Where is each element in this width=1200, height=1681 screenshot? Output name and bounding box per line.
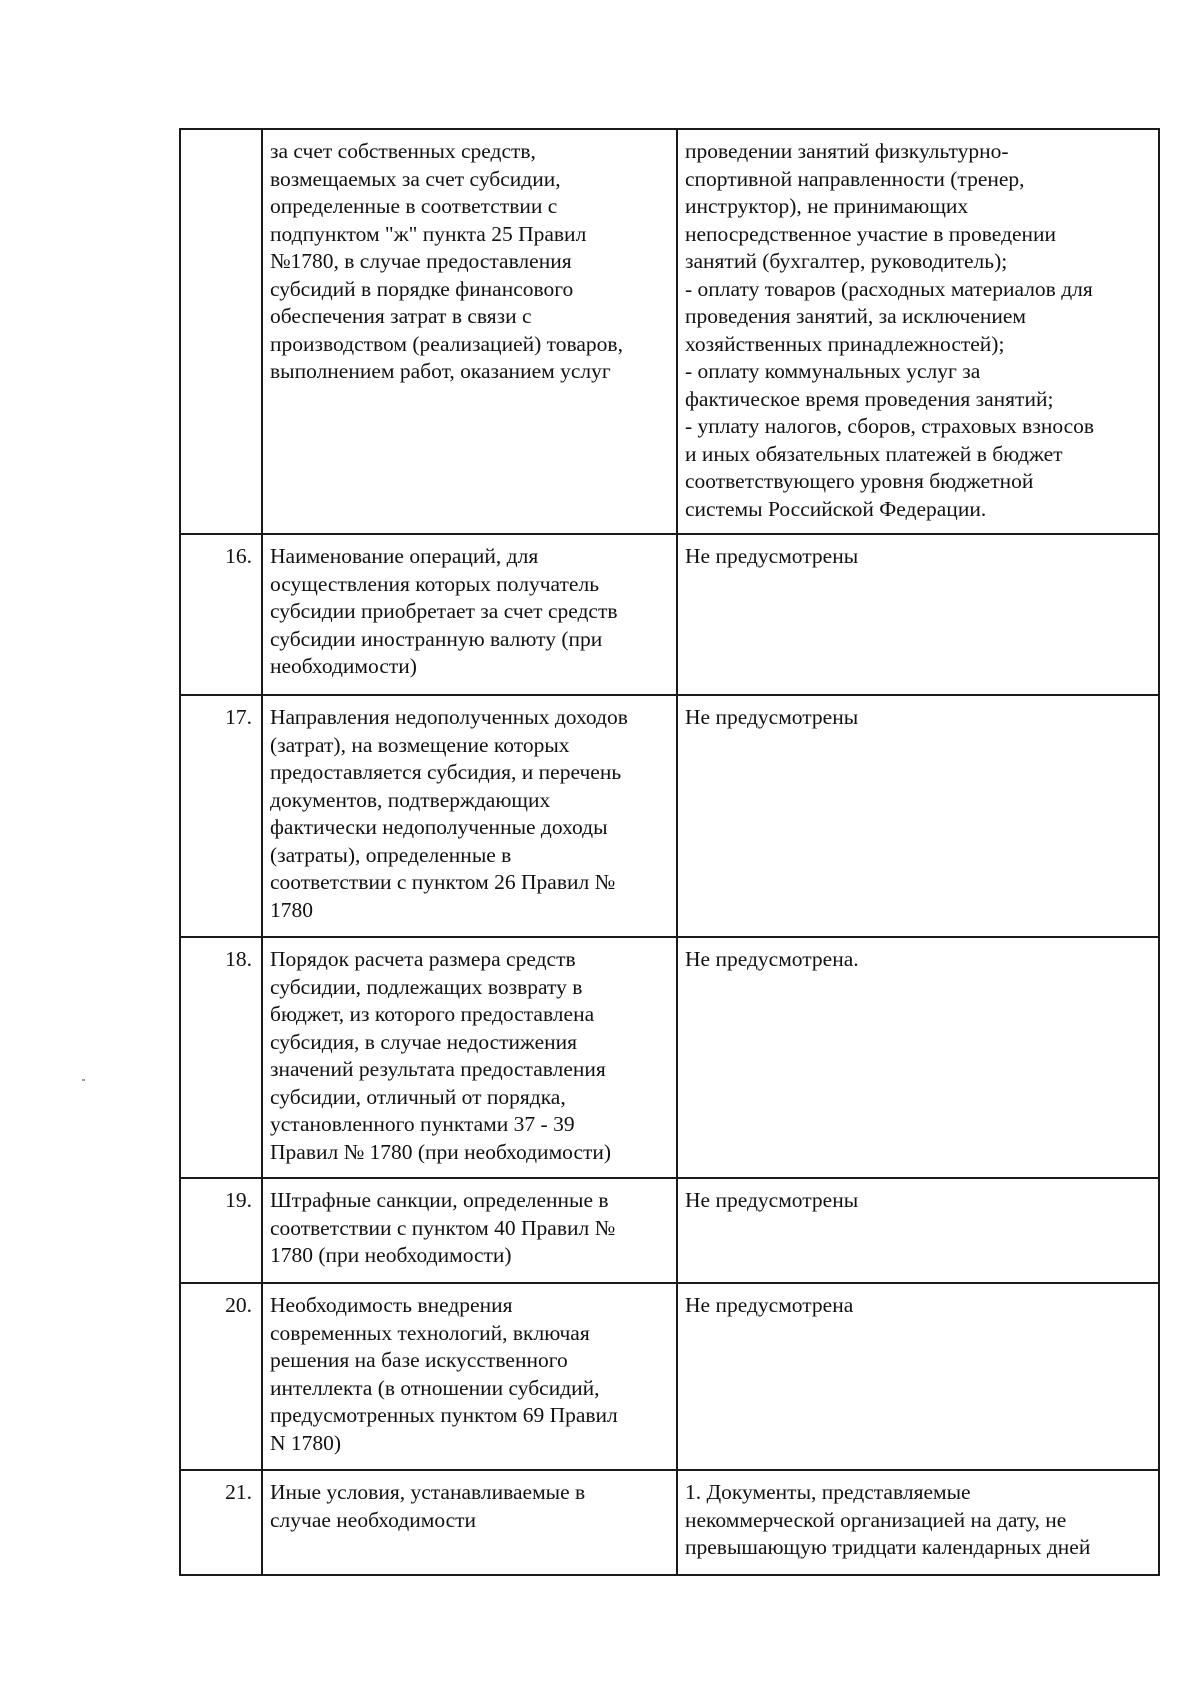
row-label: Иные условия, устанавливаемые в случае необходимости (262, 1470, 677, 1575)
table-row (180, 1178, 1159, 1283)
row-value: Не предусмотрены (677, 534, 1159, 695)
row-label: Наименование операций, для осуществления которых получатель субсидии приобретает за счет средств субсидии иностранную валюту (при необходимости) (262, 534, 677, 695)
row-value: Не предусмотрены (677, 1178, 1159, 1283)
row-value: проведении занятий физкультурно- спортивной направленности (тренер, инструктор), не принимающих непосредственное участие в проведении занятий (бухгалтер, руководитель); - оплату товаров (расходных материалов для проведения занятий, за исключением хозяйственных принадлежностей); - оплату коммунальных услуг за фактическое время проведения занятий; - уплату налогов, сборов, страховых взносов и иных обязательных платежей в бюджет соответствующего уровня бюджетной системы Российской Федерации. (677, 129, 1159, 534)
table-row (180, 129, 1159, 534)
row-value: Не предусмотрена (677, 1283, 1159, 1470)
document-table (179, 128, 1160, 1576)
row-label: Порядок расчета размера средств субсидии, подлежащих возврату в бюджет, из которого предоставлена субсидия, в случае недостижения значений результата предоставления субсидии, отличный от порядка, установленного пунктами 37 - 39 Правил № 1780 (при необходимости) (262, 937, 677, 1178)
row-number: 20. (180, 1283, 262, 1470)
row-label: Необходимость внедрения современных технологий, включая решения на базе искусственного интеллекта (в отношении субсидий, предусмотренных пунктом 69 Правил N 1780) (262, 1283, 677, 1470)
row-number: 16. (180, 534, 262, 695)
table-row (180, 1470, 1159, 1575)
row-number (180, 129, 262, 534)
row-label: за счет собственных средств, возмещаемых за счет субсидии, определенные в соответствии с подпунктом "ж" пункта 25 Правил №1780, в случае предоставления субсидий в порядке финансового обеспечения затрат в связи с производством (реализацией) товаров, выполнением работ, оказанием услуг (262, 129, 677, 534)
scan-speck (82, 1079, 85, 1081)
row-number: 19. (180, 1178, 262, 1283)
row-value: Не предусмотрена. (677, 937, 1159, 1178)
row-number: 18. (180, 937, 262, 1178)
table-row (180, 937, 1159, 1178)
row-label: Штрафные санкции, определенные в соответствии с пунктом 40 Правил № 1780 (при необходимости) (262, 1178, 677, 1283)
row-value: 1. Документы, представляемые некоммерческой организацией на дату, не превышающую тридцати календарных дней (677, 1470, 1159, 1575)
row-label: Направления недополученных доходов (затрат), на возмещение которых предоставляется субсидия, и перечень документов, подтверждающих фактически недополученные доходы (затраты), определенные в соответствии с пунктом 26 Правил № 1780 (262, 695, 677, 937)
table-row (180, 1283, 1159, 1470)
row-number: 17. (180, 695, 262, 937)
table-row (180, 695, 1159, 937)
row-value: Не предусмотрены (677, 695, 1159, 937)
table-row (180, 534, 1159, 695)
row-number: 21. (180, 1470, 262, 1575)
